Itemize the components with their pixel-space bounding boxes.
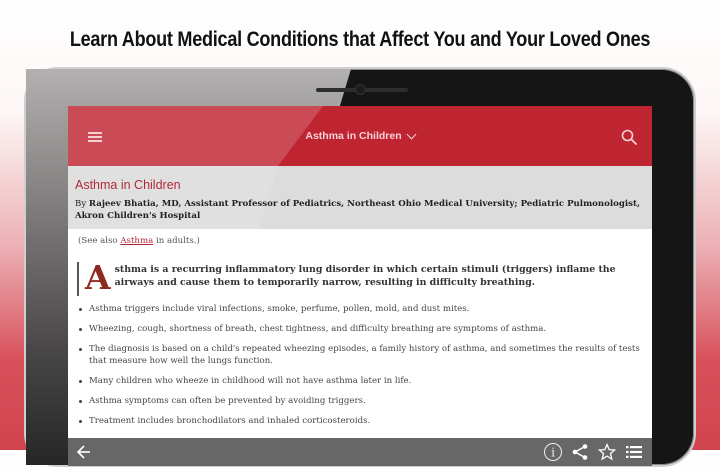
see-also xyxy=(78,236,200,246)
bottom-toolbar xyxy=(68,438,652,466)
byline xyxy=(75,198,645,222)
list-item: Asthma triggers include viral infections, smoke, perfume, pollen, mold, and dust mites. xyxy=(77,303,647,315)
lead-paragraph xyxy=(77,258,647,297)
see-also-prefix: (See also xyxy=(78,236,118,246)
arrow-left-icon[interactable] xyxy=(76,444,92,460)
appbar-title: Asthma in Children xyxy=(305,130,402,142)
key-points-list xyxy=(77,303,647,435)
svg-text:i: i xyxy=(551,445,555,460)
star-icon[interactable] xyxy=(597,442,617,462)
drop-cap: A xyxy=(85,258,111,297)
list-icon[interactable] xyxy=(624,442,644,462)
list-item: Many children who wheeze in childhood will not have asthma later in life. xyxy=(77,375,647,387)
promo-headline: Learn About Medical Conditions that Affect You and Your Loved Ones xyxy=(69,28,651,51)
hamburger-menu-icon[interactable] xyxy=(88,132,102,142)
tablet-camera xyxy=(355,84,366,95)
app-screen xyxy=(68,106,652,466)
asthma-link[interactable]: Asthma xyxy=(120,236,154,246)
article-title: Asthma in Children xyxy=(75,178,181,192)
list-item: The diagnosis is based on a child's repeated wheezing episodes, a family history of asthma, and sometimes the results of tests that measure how well the lungs function. xyxy=(77,343,647,367)
list-item: Wheezing, cough, shortness of breath, chest tightness, and difficulty breathing are symptoms of asthma. xyxy=(77,323,647,335)
see-also-suffix: in adults.) xyxy=(155,236,200,246)
info-icon[interactable] xyxy=(543,442,563,462)
topic-dropdown[interactable] xyxy=(305,130,414,142)
lead-text: sthma is a recurring inflammatory lung disorder in which certain stimuli (triggers) inflame the airways and cause them to temporarily narrow, resulting in difficulty breathing. xyxy=(114,264,616,288)
search-icon[interactable] xyxy=(620,128,638,146)
byline-prefix: By xyxy=(75,199,87,209)
article-header xyxy=(68,166,652,229)
share-icon[interactable] xyxy=(570,442,590,462)
list-item: Treatment includes bronchodilators and inhaled corticosteroids. xyxy=(77,415,647,427)
app-bar xyxy=(68,106,652,166)
chevron-down-icon xyxy=(406,129,416,139)
byline-author: Rajeev Bhatia, MD, Assistant Professor of Pediatrics, Northeast Ohio Medical University; Pediatric Pulmonologist, Akron Children's Hospital xyxy=(75,199,640,221)
tablet-frame xyxy=(24,67,696,467)
list-item: Asthma symptoms can often be prevented by avoiding triggers. xyxy=(77,395,647,407)
